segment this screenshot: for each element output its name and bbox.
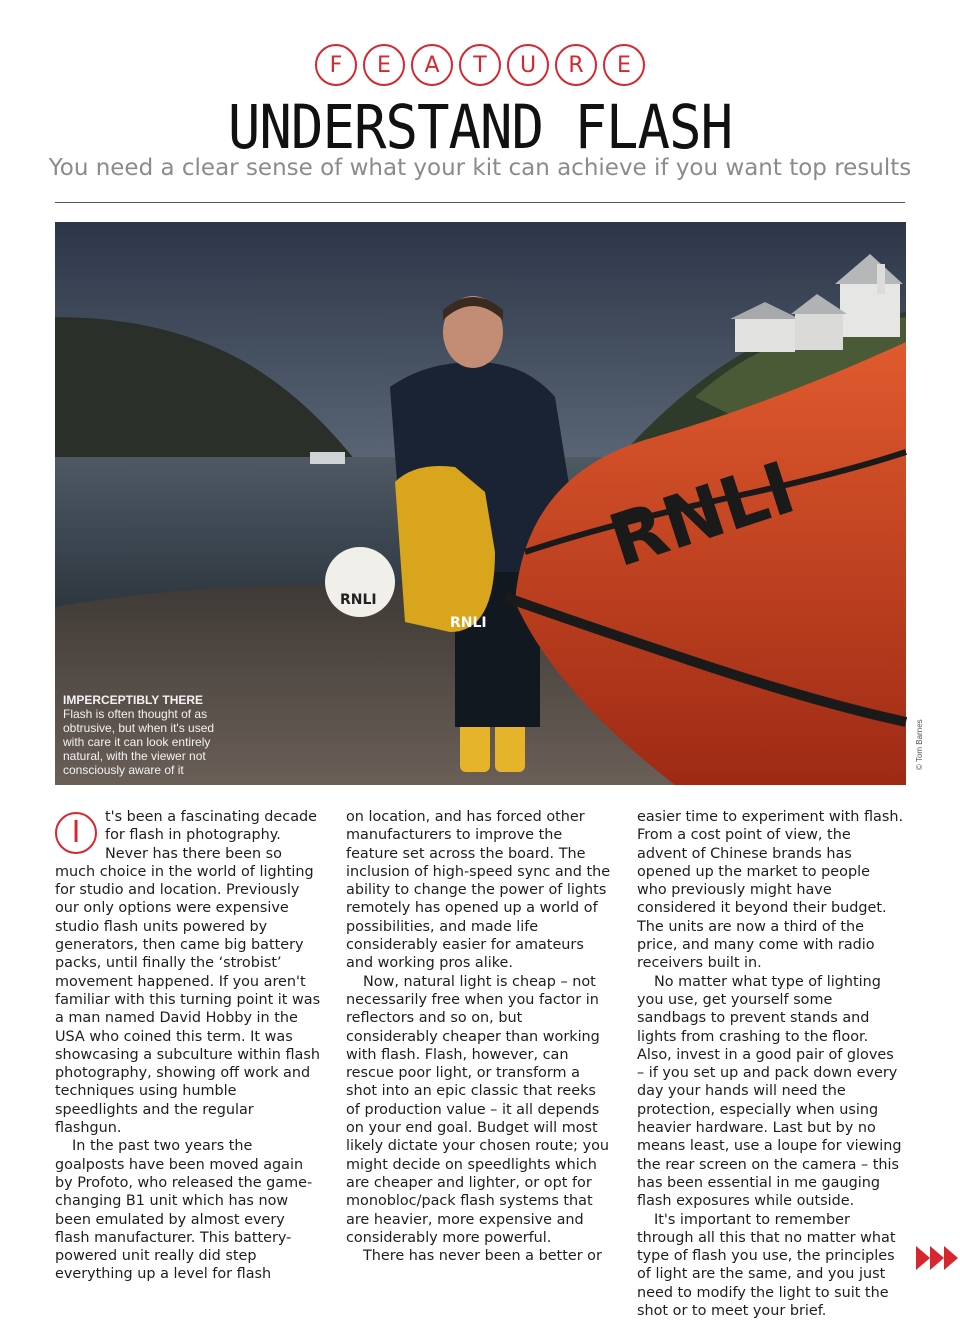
paragraph: In the past two years the goalposts have been moved again by Profoto, who released the game-changing B1 unit which has now been emulated by almost every flash manufacturer. This battery-powered unit really did step everything up a level for flash (55, 1138, 313, 1283)
caption-text: Flash is often thought of as obtrusive, but when it's used with care it can look entirely natural, with the viewer not consciously aware of it (63, 707, 215, 777)
kicker-letter: U (507, 44, 549, 86)
kicker-letter: E (603, 44, 645, 86)
page-title: UNDERSTAND FLASH (227, 92, 733, 163)
paragraph (55, 808, 322, 1137)
paragraph: No matter what type of lighting you use, get yourself some sandbags to prevent stands and lights from crashing to the floor. Also, invest in a good pair of gloves – if you set up and pack down every day your hands will need the protection, especially when using heavier hardware. Last but by no means least, use a loupe for viewing the rear screen on the camera – this has been essential in me gauging flash exposures while outside. (637, 973, 902, 1210)
caption-title: IMPERCEPTIBLY THERE (63, 693, 204, 707)
kicker-letter: T (459, 44, 501, 86)
standfirst: You need a clear sense of what your kit can achieve if you want top results (48, 155, 912, 181)
paragraph-text: t's been a fascinating decade for flash in photography. Never has there been so much choice in the world of lighting for studio and location. Previously our only options were expensive studio flash units powered by generators, then came big battery packs, until finally the ‘strobist’ movement happened. If you aren't familiar with this turning point it was a man named David Hobby in the USA who coined this term. It was showcasing a subculture within flash photography, showing off work and techniques using humble speedlights and the regular flashgun. (55, 809, 321, 1137)
paragraph: on location, and has forced other manufacturers to improve the feature set across the board. The inclusion of high-speed sync and the ability to change the power of lights remotely has opened up a world of possibilities, and made life considerably easier for amateurs and working pros alike. (346, 809, 611, 972)
suit-label: RNLI (450, 615, 487, 631)
hero-photo (55, 222, 906, 785)
kicker-letter: R (555, 44, 597, 86)
distant-boat (310, 452, 345, 464)
column-2 (346, 808, 613, 1320)
kicker-letter: A (411, 44, 453, 86)
kicker-letter: F (315, 44, 357, 86)
continue-arrow-icon (916, 1246, 958, 1270)
kicker-letter: E (363, 44, 405, 86)
divider (55, 202, 905, 203)
feature-kicker (0, 44, 960, 86)
paragraph: easier time to experiment with flash. From a cost point of view, the advent of Chinese brands has opened up the market to people who previously might have considered it beyond their budget. The units are now a third of the price, and many come with radio receivers built in. (637, 809, 904, 972)
drop-cap: I (55, 812, 97, 854)
paragraph: There has never been a better or (363, 1248, 602, 1265)
boat-label: RNLI (599, 445, 805, 584)
photo-caption (63, 693, 238, 777)
helmet-label: RNLI (340, 592, 377, 608)
paragraph: It's important to remember through all this that no matter what type of flash you use, the principles of light are the same, and you just need to modify the light to suit the shot or to meet your brief. (637, 1211, 896, 1320)
article-body (55, 808, 906, 1320)
paragraph: Now, natural light is cheap – not necessarily free when you factor in reflectors and so on, but considerably cheaper than working with flash. Flash, however, can rescue poor light, or transform a shot into an epic classic that reeks of production value – it all depends on your end goal. Budget will most likely dictate your chosen route; you might decide on speedlights which are cheaper and lighter, or opt for monobloc/pack flash systems that are heavier, more expensive and considerably more powerful. (346, 973, 610, 1246)
drysuit (395, 466, 495, 632)
column-3 (637, 808, 904, 1320)
photo-credit: © Tom Barnes (915, 719, 924, 770)
column-1 (55, 808, 322, 1320)
